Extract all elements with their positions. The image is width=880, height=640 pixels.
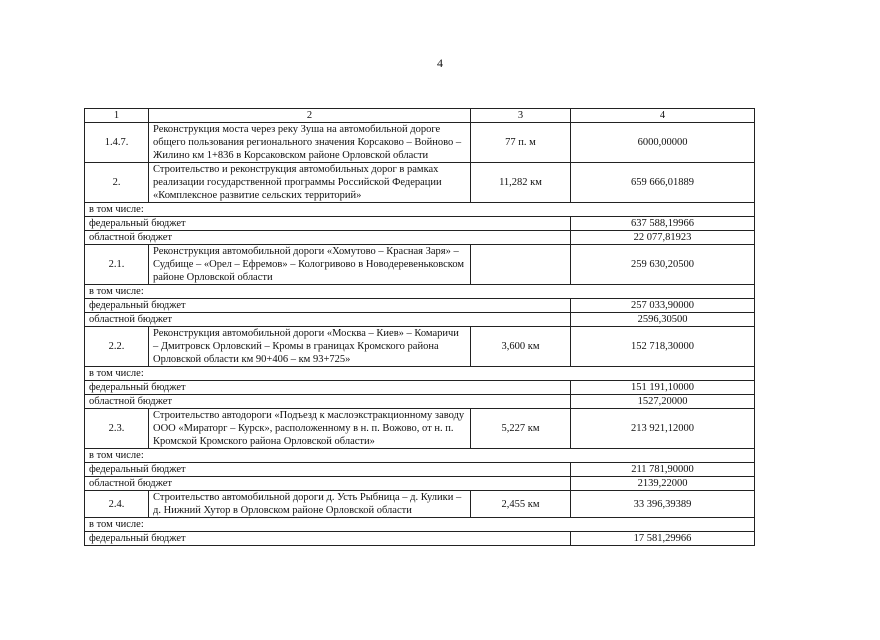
row-number: 2.3. (85, 409, 149, 449)
including-label: в том числе: (85, 285, 755, 299)
row-name: Строительство и реконструкция автомобильных дорог в рамках реализации государственной программы Российской Федерации «Комплексное развитие сельских территорий» (149, 163, 471, 203)
regional-budget-label: областной бюджет (85, 231, 571, 245)
row-quantity: 5,227 км (471, 409, 571, 449)
header-col-3: 3 (471, 109, 571, 123)
row-number: 2.4. (85, 491, 149, 518)
federal-budget-row (85, 532, 755, 546)
row-name: Реконструкция автомобильной дороги «Хомутово – Красная Заря» – Судбище – «Орел – Ефремов» – Кологривово в Новодеревеньковском районе Орловской области (149, 245, 471, 285)
table-row (85, 491, 755, 518)
federal-budget-label: федеральный бюджет (85, 381, 571, 395)
row-quantity: 77 п. м (471, 123, 571, 163)
page-number: 4 (437, 56, 443, 70)
federal-budget-label: федеральный бюджет (85, 299, 571, 313)
table-row (85, 327, 755, 367)
regional-budget-row (85, 395, 755, 409)
row-sum: 213 921,12000 (571, 409, 755, 449)
federal-budget-label: федеральный бюджет (85, 217, 571, 231)
federal-budget-label: федеральный бюджет (85, 532, 571, 546)
row-number: 2.1. (85, 245, 149, 285)
federal-budget-value: 211 781,90000 (571, 463, 755, 477)
row-sum: 152 718,30000 (571, 327, 755, 367)
row-number: 2. (85, 163, 149, 203)
row-name: Строительство автомобильной дороги д. Усть Рыбница – д. Кулики – д. Нижний Хутор в Орловском районе Орловской области (149, 491, 471, 518)
header-col-4: 4 (571, 109, 755, 123)
header-col-2: 2 (149, 109, 471, 123)
including-row (85, 367, 755, 381)
regional-budget-row (85, 231, 755, 245)
table-row (85, 123, 755, 163)
table-row (85, 163, 755, 203)
regional-budget-row (85, 477, 755, 491)
row-name: Реконструкция автомобильной дороги «Москва – Киев» – Комаричи – Дмитровск Орловский – Кромы в границах Кромского района Орловской области км 90+406 – км 93+725» (149, 327, 471, 367)
row-quantity: 3,600 км (471, 327, 571, 367)
regional-budget-value: 22 077,81923 (571, 231, 755, 245)
table-row (85, 245, 755, 285)
federal-budget-value: 17 581,29966 (571, 532, 755, 546)
federal-budget-row (85, 463, 755, 477)
row-quantity (471, 245, 571, 285)
row-quantity: 11,282 км (471, 163, 571, 203)
table-row (85, 409, 755, 449)
federal-budget-value: 637 588,19966 (571, 217, 755, 231)
table-header-row (85, 109, 755, 123)
regional-budget-label: областной бюджет (85, 477, 571, 491)
row-name: Строительство автодороги «Подъезд к маслоэкстракционному заводу ООО «Мираторг – Курск», расположенному в н. п. Вожово, от н. п. Кромской Кромского района Орловской области» (149, 409, 471, 449)
row-number: 1.4.7. (85, 123, 149, 163)
row-name: Реконструкция моста через реку Зуша на автомобильной дороге общего пользования регионального значения Корсаково – Войново – Жилино км 1+836 в Корсаковском районе Орловской области (149, 123, 471, 163)
regional-budget-value: 2596,30500 (571, 313, 755, 327)
federal-budget-value: 257 033,90000 (571, 299, 755, 313)
including-label: в том числе: (85, 449, 755, 463)
regional-budget-row (85, 313, 755, 327)
including-label: в том числе: (85, 367, 755, 381)
including-row (85, 449, 755, 463)
including-label: в том числе: (85, 203, 755, 217)
federal-budget-row (85, 299, 755, 313)
regional-budget-value: 1527,20000 (571, 395, 755, 409)
row-sum: 6000,00000 (571, 123, 755, 163)
regional-budget-value: 2139,22000 (571, 477, 755, 491)
row-sum: 259 630,20500 (571, 245, 755, 285)
federal-budget-value: 151 191,10000 (571, 381, 755, 395)
including-row (85, 285, 755, 299)
regional-budget-label: областной бюджет (85, 313, 571, 327)
row-sum: 659 666,01889 (571, 163, 755, 203)
row-number: 2.2. (85, 327, 149, 367)
federal-budget-row (85, 217, 755, 231)
including-row (85, 518, 755, 532)
row-quantity: 2,455 км (471, 491, 571, 518)
regional-budget-label: областной бюджет (85, 395, 571, 409)
federal-budget-row (85, 381, 755, 395)
including-label: в том числе: (85, 518, 755, 532)
header-col-1: 1 (85, 109, 149, 123)
row-sum: 33 396,39389 (571, 491, 755, 518)
federal-budget-label: федеральный бюджет (85, 463, 571, 477)
including-row (85, 203, 755, 217)
roads-table (84, 108, 755, 546)
